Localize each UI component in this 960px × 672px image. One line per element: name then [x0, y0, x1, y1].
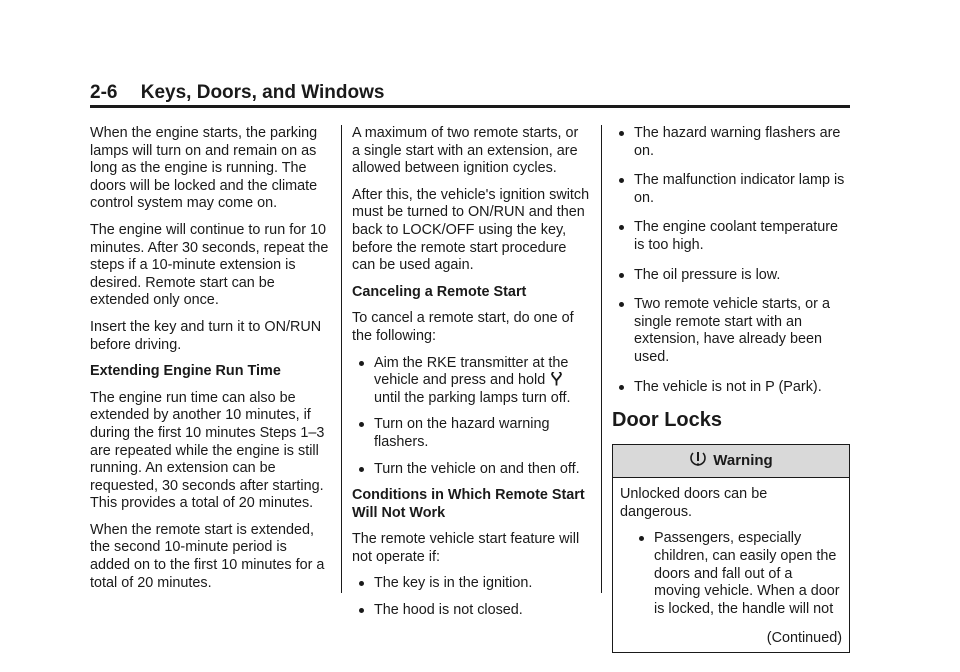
- list-item-text: Aim the RKE transmitter at the vehicle and press and hold: [374, 354, 569, 389]
- continued-label: (Continued): [766, 630, 842, 647]
- cancel-list: [352, 355, 590, 479]
- warning-icon: [689, 450, 707, 468]
- list-item: The oil pressure is low.: [612, 267, 852, 285]
- section-title: Door Locks: [612, 409, 723, 432]
- paragraph: The engine run time can also be extended by another 10 minutes, if during the first 10 minutes Steps 1–3 are repeated while the engine is still running. An extension can be requested, 30 seconds after starting. This provides a total of 20 minutes.: [90, 389, 325, 512]
- warning-title: Warning: [713, 452, 773, 470]
- conditions-list-continued: [612, 125, 852, 396]
- list-item: The key is in the ignition.: [352, 575, 590, 593]
- chapter-title: Keys, Doors, and Windows: [140, 82, 385, 103]
- column-1: [90, 125, 330, 601]
- paragraph: To cancel a remote start, do one of the following:: [352, 310, 574, 344]
- list-item: The vehicle is not in P (Park).: [612, 379, 852, 397]
- paragraph: A maximum of two remote starts, or a single start with an extension, are allowed between ignition cycles.: [352, 125, 579, 177]
- warning-text: Unlocked doors can be dangerous.: [620, 486, 768, 520]
- paragraph: The engine will continue to run for 10 minutes. After 30 seconds, repeat the steps if a 10-minute extension is desired. Remote start can be extended only once.: [90, 221, 329, 309]
- page-number: 2-6: [90, 82, 118, 103]
- list-item: The engine coolant temperature is too high.: [612, 219, 852, 254]
- list-item: Two remote vehicle starts, or a single remote start with an extension, have already been used.: [612, 296, 852, 366]
- warning-list: [620, 530, 842, 618]
- warning-header: [613, 445, 849, 478]
- list-item: [352, 355, 590, 408]
- column-divider: [341, 125, 342, 593]
- subheading: Canceling a Remote Start: [352, 283, 527, 300]
- warning-body: [613, 478, 849, 652]
- paragraph: The remote vehicle start feature will not operate if:: [352, 531, 580, 565]
- warning-box: [612, 444, 850, 653]
- column-divider: [601, 125, 602, 593]
- paragraph: When the engine starts, the parking lamps will turn on and remain on as long as the engine is running. The doors will be locked and the climate control system may come on.: [90, 125, 318, 212]
- subheading: Extending Engine Run Time: [90, 363, 281, 380]
- list-item: Turn on the hazard warning flashers.: [352, 416, 590, 451]
- list-item: Passengers, especially children, can easily open the doors and fall out of a moving vehicle. When a door is locked, the handle will not: [632, 530, 842, 618]
- list-item: The hazard warning flashers are on.: [612, 125, 852, 160]
- list-item: The hood is not closed.: [352, 602, 590, 620]
- header-rule: [90, 105, 850, 108]
- subheading: Conditions in Which Remote Start Will Not Work: [352, 487, 585, 521]
- column-3: [612, 125, 852, 653]
- column-2: [352, 125, 590, 629]
- paragraph: After this, the vehicle's ignition switch must be turned to ON/RUN and then back to LOCK/OFF using the key, before the remote start procedure can be used again.: [352, 186, 590, 274]
- remote-start-icon: [550, 372, 563, 386]
- list-item-text: until the parking lamps turn off.: [374, 389, 571, 406]
- paragraph: When the remote start is extended, the second 10-minute period is added on to the first 10 minutes for a total of 20 minutes.: [90, 521, 325, 591]
- paragraph: Insert the key and turn it to ON/RUN before driving.: [90, 318, 322, 353]
- conditions-list: [352, 575, 590, 619]
- page-header: [90, 80, 850, 106]
- list-item: Turn the vehicle on and then off.: [352, 461, 590, 479]
- list-item: The malfunction indicator lamp is on.: [612, 172, 852, 207]
